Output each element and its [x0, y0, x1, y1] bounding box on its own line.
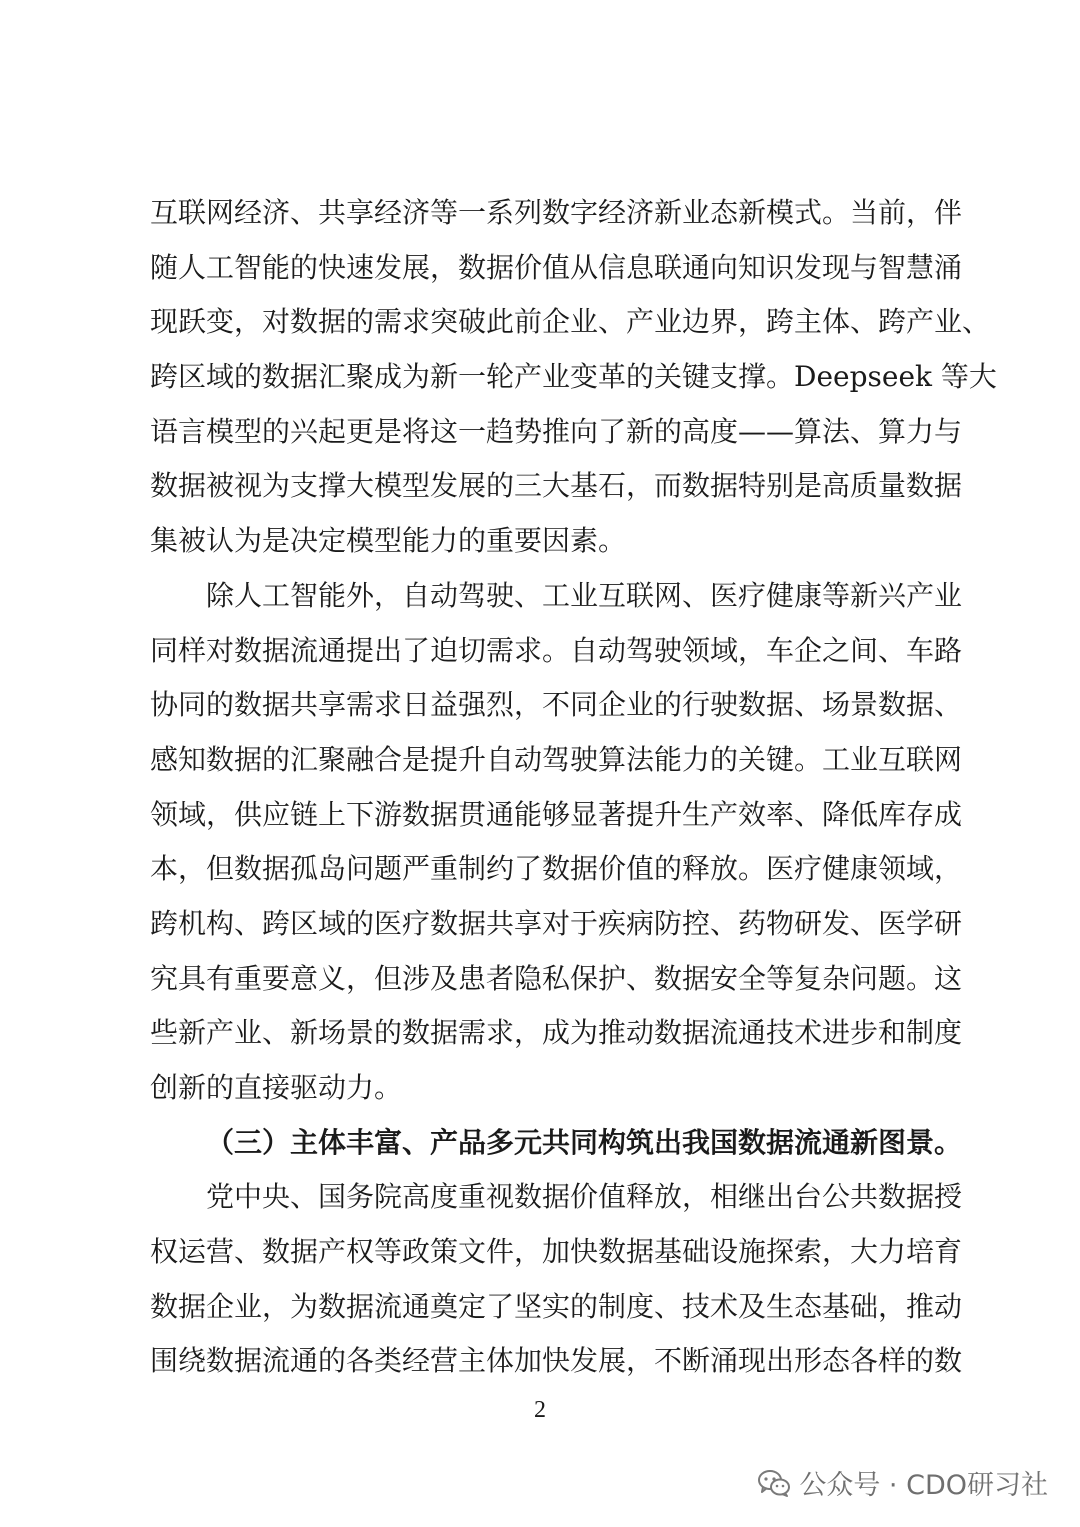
paragraph-line: 协同的数据共享需求日益强烈，不同企业的行驶数据、场景数据、 [150, 688, 963, 722]
paragraph-line: 本，但数据孤岛问题严重制约了数据价值的释放。医疗健康领域， [150, 852, 963, 886]
paragraph-line: 语言模型的兴起更是将这一趋势推向了新的高度——算法、算力与 [150, 414, 963, 448]
paragraph-line: 数据企业，为数据流通奠定了坚实的制度、技术及生态基础，推动 [150, 1289, 963, 1323]
paragraph-line: 些新产业、新场景的数据需求，成为推动数据流通技术进步和制度 [150, 1016, 963, 1050]
paragraph-line: 数据被视为支撑大模型发展的三大基石，而数据特别是高质量数据 [150, 469, 963, 503]
paragraph-line: 党中央、国务院高度重视数据价值释放，相继出台公共数据授 [206, 1180, 963, 1214]
paragraph-line: 除人工智能外，自动驾驶、工业互联网、医疗健康等新兴产业 [206, 578, 963, 612]
paragraph-line: 究具有重要意义，但涉及患者隐私保护、数据安全等复杂问题。这 [150, 961, 963, 995]
paragraph-line: 同样对数据流通提出了迫切需求。自动驾驶领域，车企之间、车路 [150, 633, 963, 667]
paragraph-line: 围绕数据流通的各类经营主体加快发展，不断涌现出形态各样的数 [150, 1344, 963, 1378]
wechat-icon [757, 1468, 791, 1498]
watermark [757, 1463, 1048, 1502]
paragraph-line: 跨区域的数据汇聚成为新一轮产业变革的关键支撑。Deepseek 等大 [150, 360, 997, 394]
paragraph-line: 现跃变，对数据的需求突破此前企业、产业边界，跨主体、跨产业、 [150, 305, 991, 339]
body-text [150, 186, 997, 1389]
paragraph-line: 领域，供应链上下游数据贯通能够显著提升生产效率、降低库存成 [150, 797, 963, 831]
page-number: 2 [534, 1397, 546, 1423]
watermark-text: 公众号 · CDO研习社 [799, 1470, 1048, 1501]
paragraph-line: 互联网经济、共享经济等一系列数字经济新业态新模式。当前，伴 [150, 196, 963, 229]
section-heading: （三）主体丰富、产品多元共同构筑出我国数据流通新图景。 [206, 1125, 963, 1159]
paragraph-line: 感知数据的汇聚融合是提升自动驾驶算法能力的关键。工业互联网 [150, 742, 963, 776]
paragraph-line: 随人工智能的快速发展，数据价值从信息联通向知识发现与智慧涌 [150, 250, 963, 284]
paragraph-line: 创新的直接驱动力。 [150, 1071, 403, 1104]
paragraph-line: 集被认为是决定模型能力的重要因素。 [150, 524, 627, 558]
paragraph-line: 跨机构、跨区域的医疗数据共享对于疾病防控、药物研发、医学研 [150, 906, 963, 940]
paragraph-line: 权运营、数据产权等政策文件，加快数据基础设施探索，大力培育 [150, 1235, 963, 1269]
